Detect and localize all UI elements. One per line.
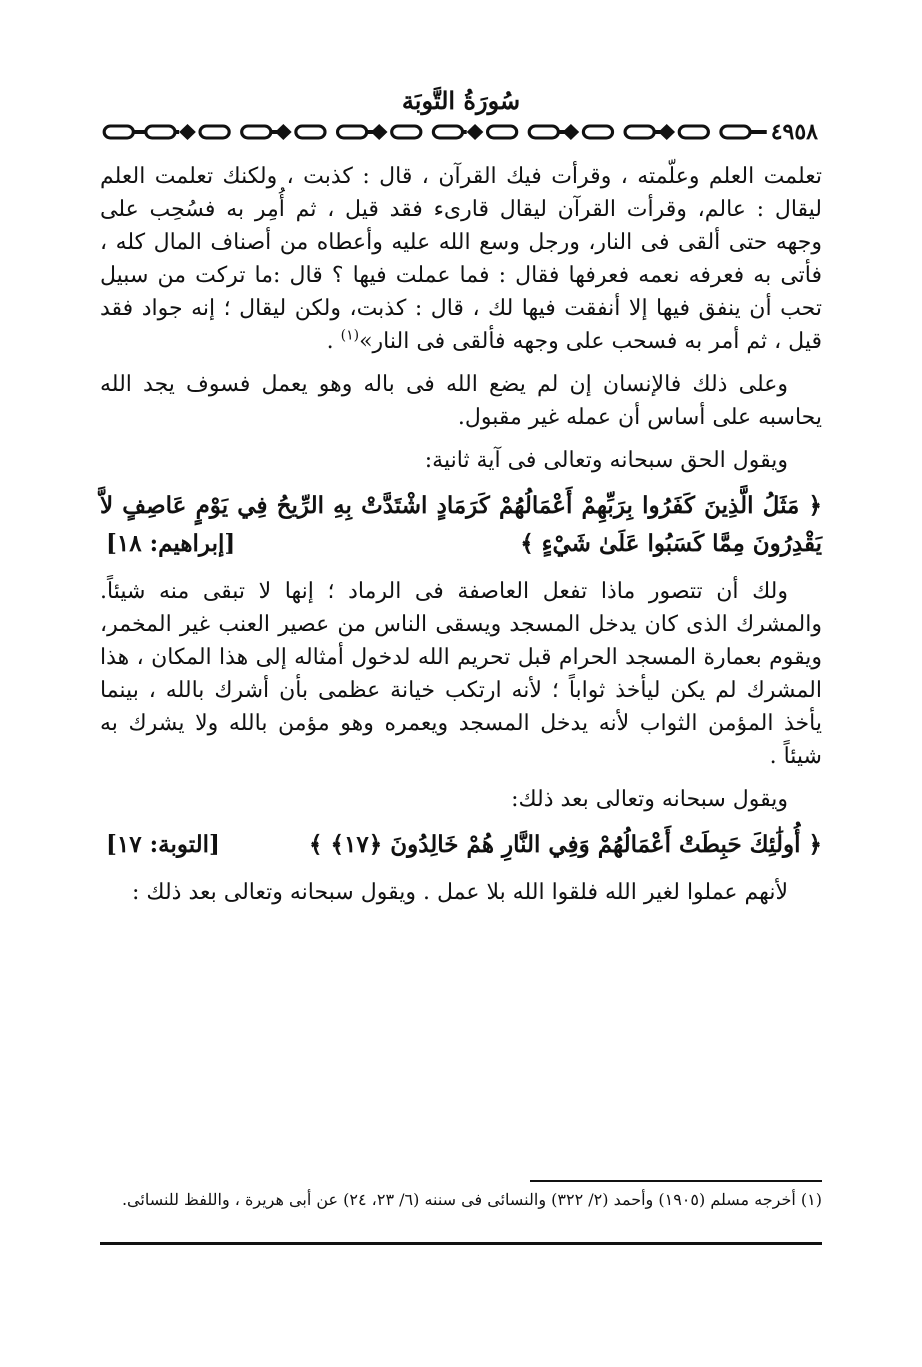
paragraph-6: لأنهم عملوا لغير الله فلقوا الله بلا عمل . ويقول سبحانه وتعالى بعد ذلك : bbox=[132, 880, 788, 905]
verse-reference: [إبراهيم: ١٨] bbox=[106, 530, 236, 557]
bottom-rule bbox=[100, 1242, 822, 1245]
paragraph-4: ولك أن تتصور ماذا تفعل العاصفة فى الرماد ؛ إنها لا تبقى منه شيئاً. والمشرك الذى كان يدخل المسجد ويسقى الناس من عصير العنب غير المخمر، ويقوم بعمارة المسجد الحرام قبل تحريم الله لدخول أمثاله إلى هذا المكان ، هذا المشرك لم يكن ليأخذ ثواباً ؛ لأنه ارتكب خيانة عظمى بأن أشرك بالله ، بينما يأخذ المؤمن الثواب لأنه يدخل المسجد ويعمره وهو مؤمن بالله ولا يشرك به شيئاً . bbox=[100, 579, 822, 769]
chain-ornament bbox=[100, 120, 767, 144]
paragraph-2: وعلى ذلك فالإنسان إن لم يضع الله فى باله وهو يعمل فسوف يجد الله يحاسبه على أساس أن عمله غير مقبول. bbox=[100, 372, 822, 430]
surah-title: سُورَةُ التَّوبَة bbox=[401, 86, 521, 115]
body-text bbox=[100, 160, 822, 919]
paragraph-hadith bbox=[100, 160, 822, 358]
verse-reference: [التوبة: ١٧] bbox=[106, 831, 220, 858]
header-ornament-band bbox=[100, 120, 822, 144]
verse-text: ﴿ مَثَلُ الَّذِينَ كَفَرُوا بِرَبِّهِمْ أَعْمَالُهُمْ كَرَمَادٍ اشْتَدَّتْ بِهِ الرِّيحُ فِي يَوْمٍ عَاصِفٍ لاَّ يَقْدِرُونَ مِمَّا كَسَبُوا عَلَىٰ شَيْءٍ ﴾ bbox=[100, 492, 822, 557]
verse-text: ﴿ أُولَٰئِكَ حَبِطَتْ أَعْمَالُهُمْ وَفِي النَّارِ هُمْ خَالِدُونَ ﴿١٧﴾ ﴾ bbox=[309, 831, 822, 858]
footnote: (١) أخرجه مسلم (١٩٠٥) وأحمد (٢/ ٣٢٢) والنسائى فى سننه (٦/ ٢٣، ٢٤) عن أبى هريرة ، واللفظ للنسائى. bbox=[121, 1190, 822, 1209]
paragraph-5: ويقول سبحانه وتعالى بعد ذلك: bbox=[511, 787, 788, 812]
footnote-separator bbox=[530, 1180, 822, 1182]
paragraph-3: ويقول الحق سبحانه وتعالى فى آية ثانية: bbox=[424, 448, 788, 473]
verse-ibrahim-18 bbox=[100, 487, 822, 563]
verse-tawbah-17 bbox=[100, 826, 822, 864]
hadith-text: تعلمت العلم وعلّمته ، وقرأت فيك القرآن ، قال : كذبت ، ولكنك تعلمت العلم ليقال : عالم، وقرأت القرآن ليقال قارىء فقد قيل ، ثم أُمِر به فسُحِب على وجهه حتى ألقى فى النار، ورجل وسع الله عليه وأعطاه من أصناف المال كله ، فأتى به فعرفه نعمه فعرفها فقال : فما عملت فيها ؟ قال :ما تركت من سبيل تحب أن ينفق فيها إلا أنفقت فيها لك ، قال : كذبت، ولكن ليقال ؛ إنه جواد فقد قيل ، ثم أمر به فسحب على وجهه فألقى فى النار» bbox=[100, 164, 822, 354]
page-number: ٤٩٥٨ bbox=[770, 119, 818, 145]
footnote-marker: (١) bbox=[340, 327, 360, 344]
hadith-end: . bbox=[326, 329, 341, 354]
